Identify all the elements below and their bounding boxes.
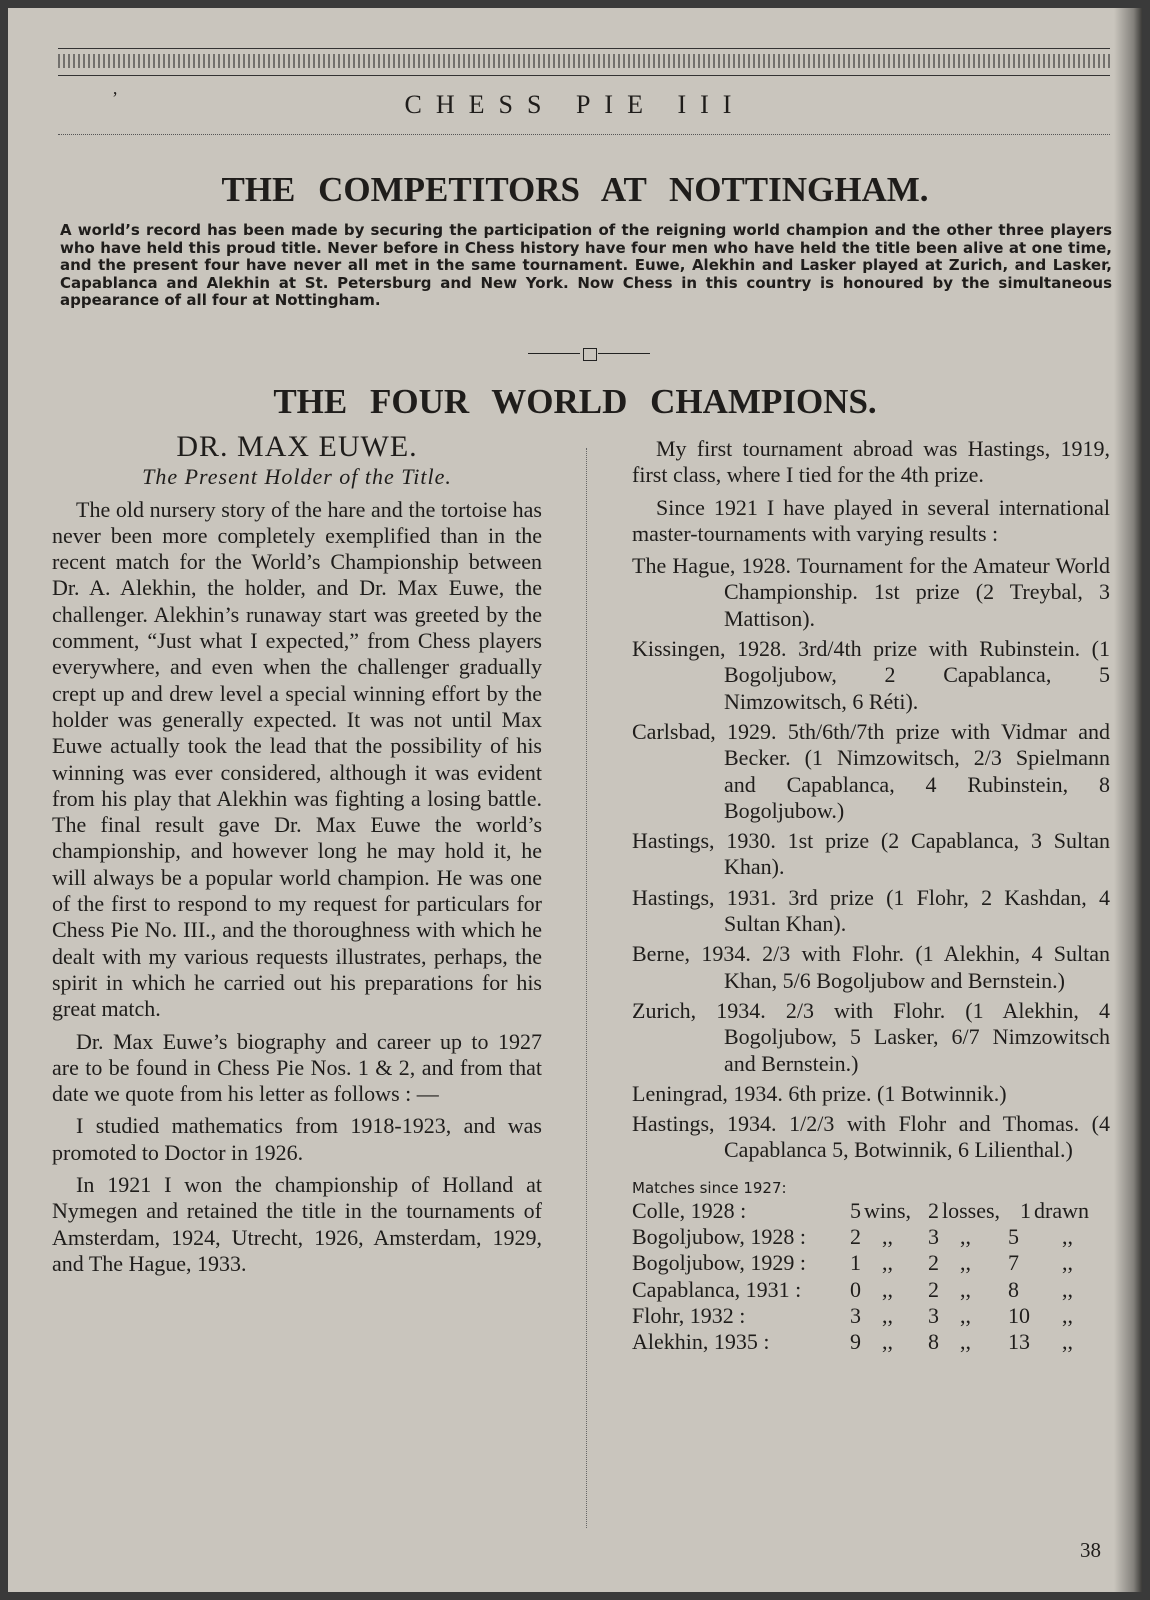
match-wins: 9 bbox=[850, 1329, 861, 1355]
match-wins-label: wins, bbox=[864, 1197, 912, 1223]
ditto-mark: ,, bbox=[1062, 1250, 1073, 1276]
match-opponent: Capablanca, 1931 : bbox=[632, 1276, 802, 1302]
match-drawn: 5 bbox=[1008, 1224, 1019, 1250]
euwe-subheading: The Present Holder of the Title. bbox=[142, 464, 452, 490]
paragraph: The old nursery story of the hare and the tortoise has never been more completely exemplified than in the recent match for the World’s Championship between Dr. A. Alekhin, the holder, and Dr. Max Euwe, the challenger. Alekhin’s runaway start was greeted by the comment, “Just what I expected,” from Chess players everywhere, and even when the challenger gradually crept up and drew level a special winning effort by the holder was generally expected. It was not until Max Euwe actually took the lead that the possibility of his winning was ever considered, although it was evident from his play that Alekhin was fighting a losing battle. The final result gave Dr. Max Euwe the world’s championship, and however long he may hold it, he will always be a popular world champion. He was one of the first to respond to my request for particulars for Chess Pie No. III., and the thoroughness with which he dealt with my various requests illustrates, perhaps, the spirit in which he carried out his preparations for his great match. bbox=[52, 496, 542, 1022]
tournament-entry: Hastings, 1931. 3rd prize (1 Flohr, 2 Kashdan, 4 Sultan Khan). bbox=[632, 884, 1110, 937]
match-drawn: 8 bbox=[1008, 1276, 1019, 1302]
paragraph: My first tournament abroad was Hastings, 1919, first class, where I tied for the 4th prize. bbox=[632, 436, 1110, 488]
match-opponent: Bogoljubow, 1929 : bbox=[632, 1250, 806, 1276]
match-losses-label: losses, bbox=[942, 1197, 1001, 1223]
section-ornament bbox=[528, 348, 652, 360]
match-row bbox=[632, 1224, 1110, 1250]
paragraph: Since 1921 I have played in several international master-tournaments with varying results : bbox=[632, 494, 1110, 546]
running-head: CHESS PIE III bbox=[404, 90, 746, 119]
ornament-box bbox=[583, 348, 597, 361]
left-column bbox=[52, 430, 542, 1283]
match-wins: 2 bbox=[850, 1224, 861, 1250]
paragraph: I studied mathematics from 1918-1923, and was promoted to Doctor in 1926. bbox=[52, 1113, 542, 1165]
match-losses: 2 bbox=[928, 1276, 939, 1302]
ornamental-border bbox=[58, 48, 1110, 76]
match-drawn-label: drawn bbox=[1034, 1197, 1089, 1223]
section-title-competitors: THE COMPETITORS AT NOTTINGHAM. bbox=[221, 170, 929, 209]
match-losses: 2 bbox=[928, 1250, 939, 1276]
match-wins: 1 bbox=[850, 1250, 861, 1276]
page-number: 38 bbox=[1080, 1538, 1101, 1562]
match-wins: 0 bbox=[850, 1276, 861, 1302]
match-row bbox=[632, 1303, 1110, 1329]
ditto-mark: ,, bbox=[960, 1329, 971, 1355]
ditto-mark: ,, bbox=[1062, 1329, 1073, 1355]
match-losses: 3 bbox=[928, 1224, 939, 1250]
ditto-mark: ,, bbox=[882, 1276, 893, 1302]
matches-table bbox=[632, 1198, 1110, 1356]
paragraph: Dr. Max Euwe’s biography and career up to 1927 are to be found in Chess Pie Nos. 1 & 2, and from that date we quote from his letter as follows : — bbox=[52, 1028, 542, 1107]
tournament-entry: Carlsbad, 1929. 5th/6th/7th prize with Vidmar and Becker. (1 Nimzowitsch, 2/3 Spielmann and Capablanca, 4 Rubinstein, 8 Bogoljubow.) bbox=[632, 718, 1110, 823]
match-drawn: 7 bbox=[1008, 1250, 1019, 1276]
tournament-entry: Hastings, 1934. 1/2/3 with Flohr and Thomas. (4 Capablanca 5, Botwinnik, 6 Lilienthal.) bbox=[632, 1111, 1110, 1163]
match-opponent: Flohr, 1932 : bbox=[632, 1302, 746, 1328]
tournament-entry: Hastings, 1930. 1st prize (2 Capablanca, 3 Sultan Khan). bbox=[632, 828, 1110, 880]
match-wins: 5 bbox=[850, 1197, 861, 1223]
border-pattern bbox=[58, 54, 1110, 68]
tournament-entry: Berne, 1934. 2/3 with Flohr. (1 Alekhin, 4 Sultan Khan, 5/6 Bogoljubow and Bernstein.) bbox=[632, 941, 1110, 993]
ditto-mark: ,, bbox=[960, 1302, 971, 1328]
ditto-mark: ,, bbox=[960, 1250, 971, 1276]
match-losses: 2 bbox=[928, 1197, 939, 1223]
ditto-mark: ,, bbox=[882, 1224, 893, 1250]
section-title-champions: THE FOUR WORLD CHAMPIONS. bbox=[273, 382, 877, 421]
match-losses: 3 bbox=[928, 1302, 939, 1328]
ditto-mark: ,, bbox=[1062, 1224, 1073, 1250]
ditto-mark: ,, bbox=[960, 1276, 971, 1302]
match-opponent: Bogoljubow, 1928 : bbox=[632, 1224, 806, 1250]
matches-heading: Matches since 1927: bbox=[632, 1178, 787, 1197]
match-losses: 8 bbox=[928, 1329, 939, 1355]
binding-shadow bbox=[1114, 8, 1142, 1592]
print-mark: ʼ bbox=[112, 88, 118, 108]
tournament-entry: Kissingen, 1928. 3rd/4th prize with Rubinstein. (1 Bogoljubow, 2 Capablanca, 5 Nimzowitsch, 6 Réti). bbox=[632, 636, 1110, 714]
euwe-heading: DR. MAX EUWE. bbox=[176, 430, 418, 463]
ornament-line-right bbox=[598, 353, 650, 354]
match-drawn: 10 bbox=[1008, 1302, 1030, 1328]
match-row bbox=[632, 1277, 1110, 1303]
tournament-entry: The Hague, 1928. Tournament for the Amateur World Championship. 1st prize (2 Treybal, 3 Mattison). bbox=[632, 553, 1110, 631]
ditto-mark: ,, bbox=[882, 1329, 893, 1355]
ditto-mark: ,, bbox=[960, 1224, 971, 1250]
paragraph: In 1921 I won the championship of Holland at Nymegen and retained the title in the tournaments of Amsterdam, 1924, Utrecht, 1926, Amsterdam, 1929, and The Hague, 1933. bbox=[52, 1172, 542, 1276]
ditto-mark: ,, bbox=[882, 1302, 893, 1328]
match-drawn: 1 bbox=[1020, 1197, 1031, 1223]
match-row bbox=[632, 1329, 1110, 1355]
ornament-line-left bbox=[528, 353, 580, 354]
tournament-entry: Leningrad, 1934. 6th prize. (1 Botwinnik.) bbox=[632, 1080, 1007, 1106]
header-rule bbox=[58, 134, 1110, 135]
intro-paragraph: A world’s record has been made by securing the participation of the reigning world champion and the other three players who have held this proud title. Never before in Chess history have four men who have held the title been alive at one time, and the present four have never all met in the same tournament. Euwe, Alekhin and Lasker played at Zurich, and Lasker, Capablanca and Alekhin at St. Petersburg and New York. Now Chess in this country is honoured by the simultaneous appearance of all four at Nottingham. bbox=[60, 221, 1112, 309]
ditto-mark: ,, bbox=[882, 1250, 893, 1276]
match-row bbox=[632, 1250, 1110, 1276]
ditto-mark: ,, bbox=[1062, 1302, 1073, 1328]
match-drawn: 13 bbox=[1008, 1329, 1030, 1355]
book-page bbox=[8, 8, 1142, 1592]
match-opponent: Alekhin, 1935 : bbox=[632, 1329, 770, 1355]
match-wins: 3 bbox=[850, 1302, 861, 1328]
right-column bbox=[632, 436, 1110, 1356]
match-opponent: Colle, 1928 : bbox=[632, 1197, 747, 1223]
ditto-mark: ,, bbox=[1062, 1276, 1073, 1302]
column-divider bbox=[586, 448, 587, 1528]
match-row bbox=[632, 1198, 1110, 1224]
tournament-entry: Zurich, 1934. 2/3 with Flohr. (1 Alekhin, 4 Bogoljubow, 5 Lasker, 6/7 Nimzowitsch and Bernstein.) bbox=[632, 997, 1110, 1076]
